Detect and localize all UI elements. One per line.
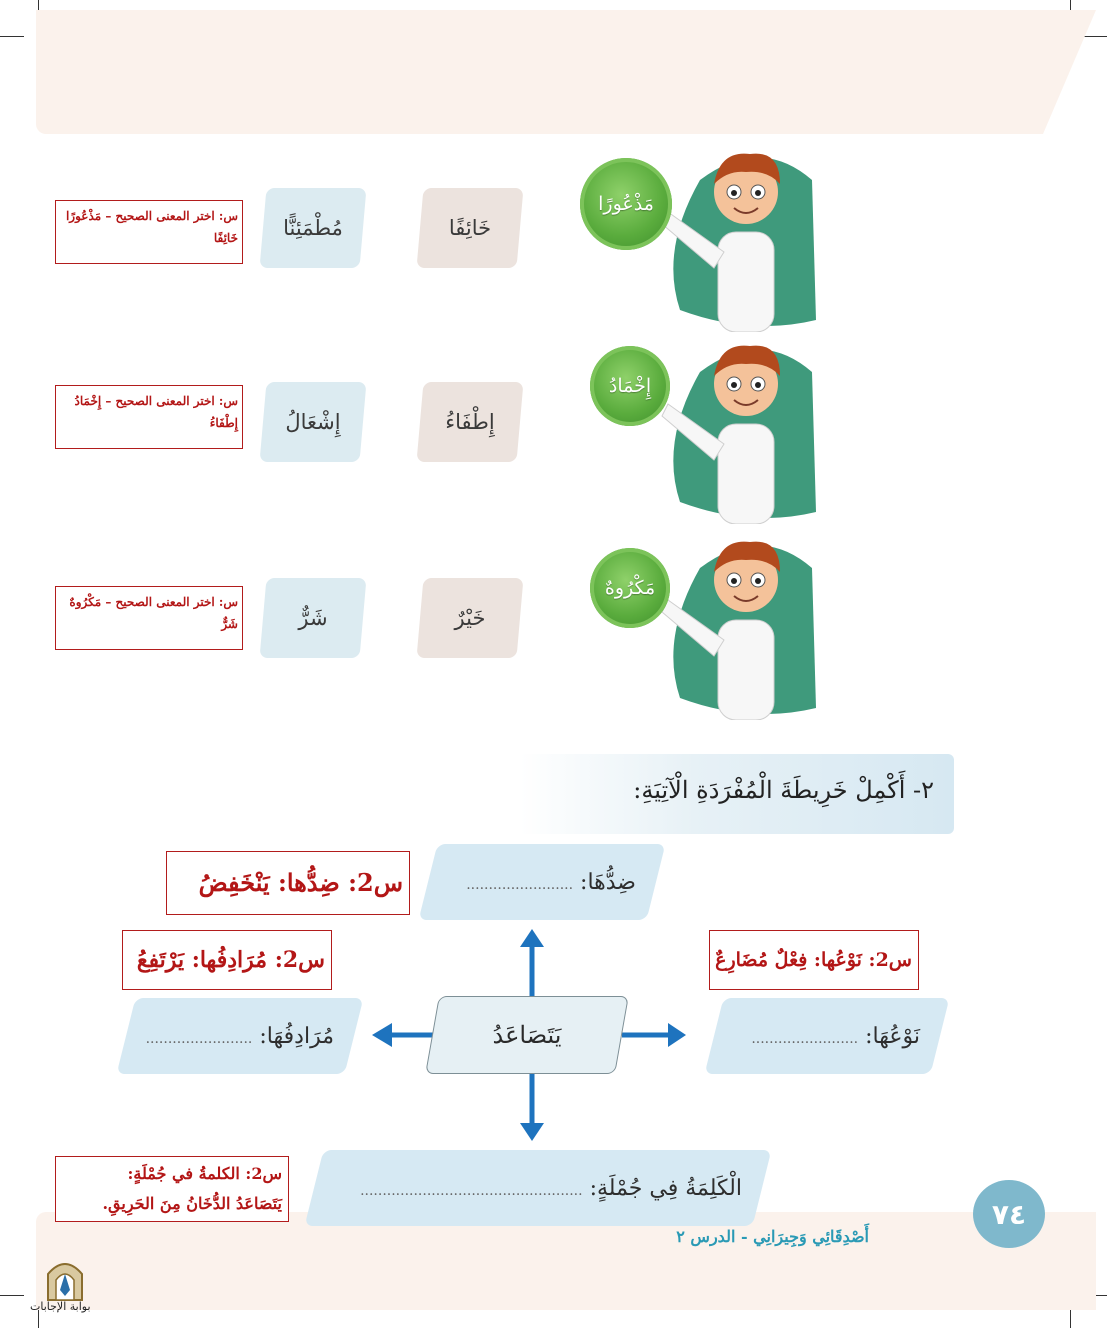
boy-illustration (640, 332, 820, 524)
center-word: يَتَصَاعَدُ (492, 1021, 562, 1049)
keyword-ball: مَذْعُورًا (580, 158, 672, 250)
crop-mark (0, 1295, 24, 1296)
answer-opposite: س2: ضِدُّها: يَنْخَفِضُ (166, 851, 410, 915)
mosque-logo-icon (44, 1256, 86, 1302)
option-text: إِطْفَاءُ (445, 410, 495, 434)
dots: ........................ (466, 876, 574, 893)
option-text: خَائِفًا (448, 216, 492, 240)
option-text: خَيْرٌ (454, 606, 486, 630)
option-card[interactable] (420, 188, 520, 268)
answer-box (55, 586, 243, 650)
center-word-box (432, 996, 622, 1074)
answer-line: س: اختر المعنى الصحيح – مَكْرُوهٌ (69, 595, 238, 609)
exercise-2-heading (520, 754, 954, 834)
keyword-ball: إِخْمَادُ (590, 346, 670, 426)
keyword-ball: مَكْرُوهٌ (590, 548, 670, 628)
lesson-title: أَصْدِقَائِي وَجِيرَانِي - الدرس ٢ (676, 1227, 869, 1246)
opposite-label: ضِدُّهَا: (580, 869, 636, 895)
synonym-label: مُرَادِفُهَا: (259, 1023, 334, 1049)
sentence-field[interactable] (314, 1150, 762, 1226)
opposite-field[interactable] (428, 844, 656, 920)
dots: .................................................. (360, 1182, 583, 1199)
answer-line: س: اختر المعنى الصحيح – إِخْمَادُ (74, 394, 238, 408)
option-card[interactable] (263, 188, 363, 268)
crop-mark (0, 36, 24, 37)
option-card[interactable] (420, 578, 520, 658)
answer-line: شَرٌّ (221, 617, 238, 631)
crop-mark (1083, 36, 1107, 37)
option-text: إِشْعَالُ (285, 410, 341, 434)
option-text: مُطْمَئِنًّا (283, 216, 343, 240)
dots: ........................ (145, 1030, 253, 1047)
page-number: ٧٤ (973, 1180, 1045, 1248)
top-band (36, 10, 1096, 134)
sentence-label: الْكَلِمَةُ فِي جُمْلَةٍ: (589, 1175, 742, 1201)
answer-box (55, 200, 243, 264)
option-card[interactable] (263, 578, 363, 658)
answer-line: يَتَصَاعَدُ الدُّخَانُ مِنَ الحَرِيقِ. (102, 1194, 282, 1213)
boy-illustration (640, 140, 820, 332)
answer-type: س2: نَوْعُها: فِعْلٌ مُضَارِعٌ (709, 930, 919, 990)
answer-line: س: اختر المعنى الصحيح – مَذْعُورًا (65, 209, 238, 223)
answer-sentence (55, 1156, 289, 1222)
heading-text: ٢- أَكْمِلْ خَرِيطَةَ الْمُفْرَدَةِ الْآتِيَةِ: (633, 776, 934, 804)
logo-text: بوابة الإجابات (30, 1300, 91, 1313)
type-label: نَوْعُهَا: (865, 1023, 920, 1049)
answer-line: خَائِفًا (213, 231, 238, 245)
synonym-field[interactable] (126, 998, 354, 1074)
answer-box (55, 385, 243, 449)
boy-illustration (640, 528, 820, 720)
dots: ........................ (751, 1030, 859, 1047)
type-field[interactable] (714, 998, 940, 1074)
option-card[interactable] (420, 382, 520, 462)
answer-line: إِطْفَاءُ (209, 416, 238, 430)
bottom-band (36, 1212, 1096, 1310)
answer-synonym: س2: مُرَادِفُها: يَرْتَفِعُ (122, 930, 332, 990)
answer-line: س2: الكلمةُ في جُمْلَةٍ: (127, 1164, 282, 1183)
option-text: شَرٌّ (298, 606, 328, 630)
option-card[interactable] (263, 382, 363, 462)
